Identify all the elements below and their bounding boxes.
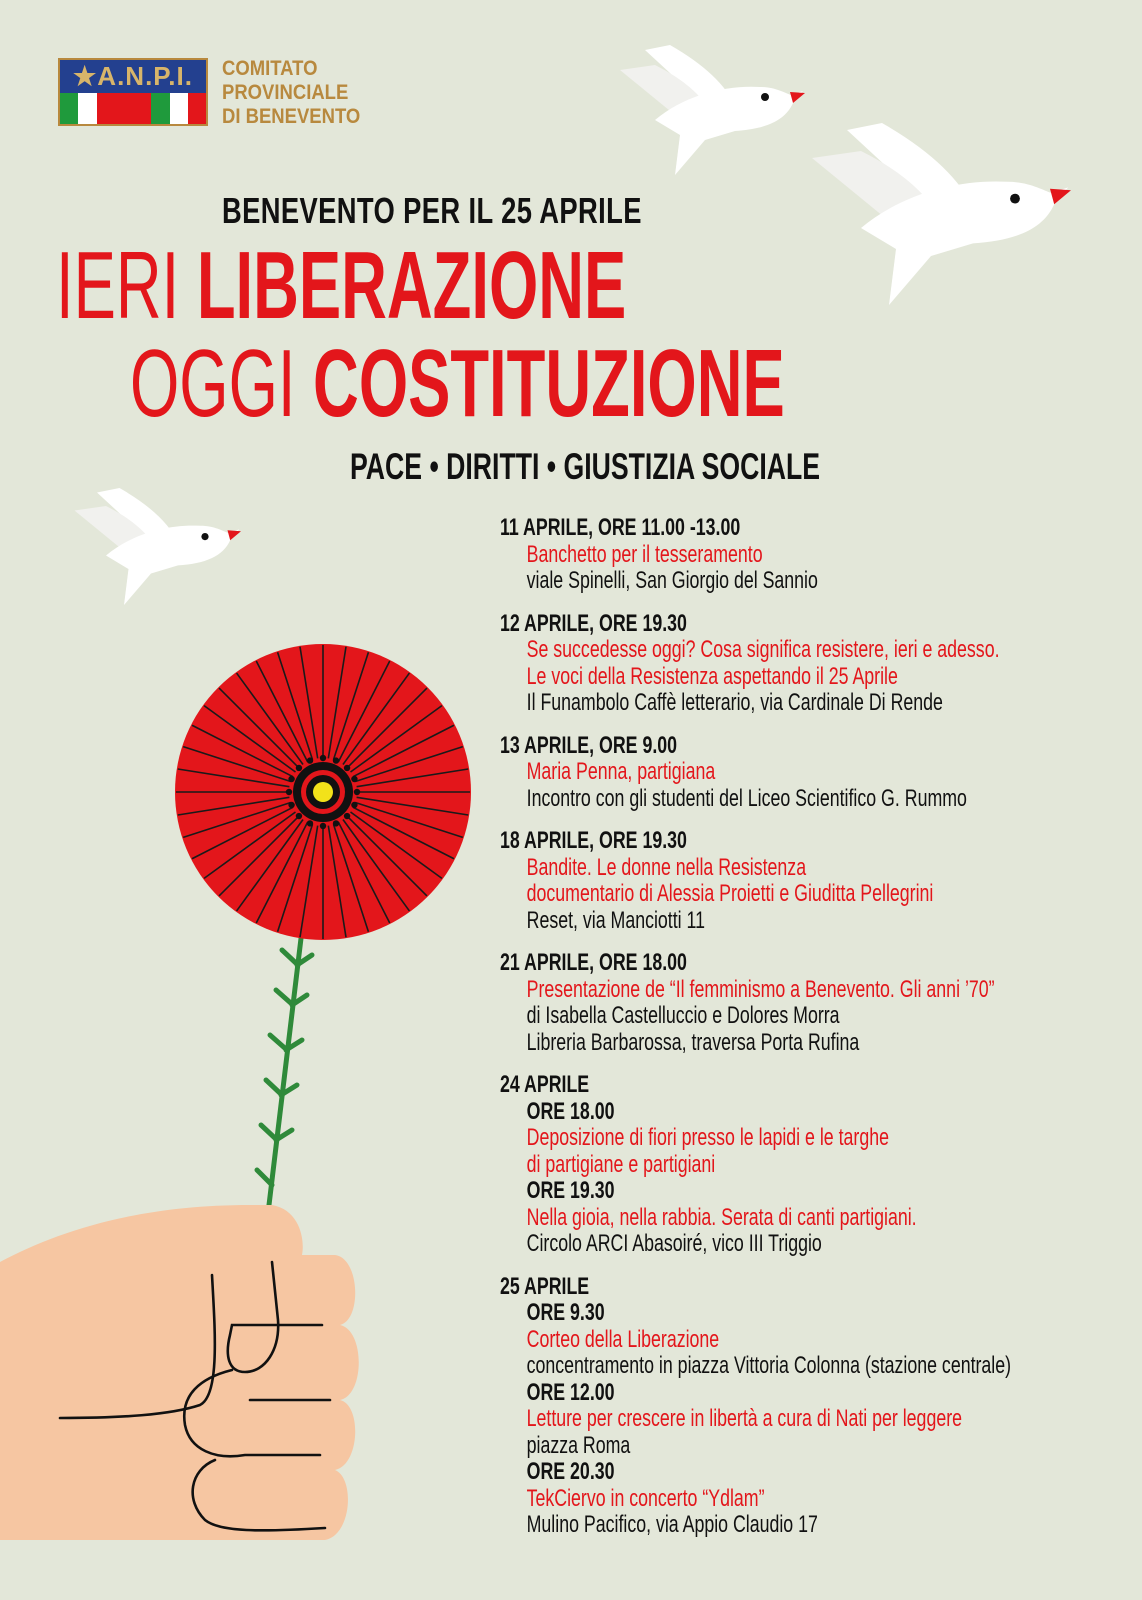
headline-thin: OGGI	[130, 330, 314, 437]
event-item	[500, 515, 1142, 595]
event-subtitle: BENEVENTO PER IL 25 APRILE	[222, 190, 642, 231]
event-date: 12 APRILE, ORE 19.30	[500, 609, 687, 637]
event-title: Corteo della Liberazione	[526, 1325, 720, 1353]
event-date: 25 APRILE	[500, 1272, 590, 1300]
event-time: ORE 12.00	[526, 1378, 615, 1406]
dove-icon	[75, 488, 242, 605]
flower-stem	[257, 930, 312, 1230]
event-detail: concentramento in piazza Vittoria Colonna (stazione centrale)	[526, 1352, 1012, 1379]
headline-bold: LIBERAZIONE	[196, 232, 627, 339]
event-item	[500, 733, 1142, 813]
event-item	[500, 1274, 1142, 1539]
flag-stripe	[115, 93, 133, 124]
event-date: 11 APRILE, ORE 11.00 -13.00	[500, 514, 741, 541]
committee-line: COMITATO	[222, 57, 318, 80]
event-detail: di Isabella Castelluccio e Dolores Morra	[526, 1002, 840, 1029]
event-date: 21 APRILE, ORE 18.00	[500, 949, 687, 976]
committee-line: DI BENEVENTO	[222, 105, 361, 128]
event-title: Presentazione de “Il femminismo a Benevento. Gli anni ’70”	[526, 975, 995, 1003]
headline-line-2	[130, 330, 785, 437]
flag-stripe	[60, 93, 78, 124]
event-time: ORE 19.30	[526, 1177, 615, 1204]
event-title: Letture per crescere in libertà a cura di Nati per leggere	[526, 1405, 962, 1432]
event-detail: Circolo ARCI Abasoiré, vico III Triggio	[526, 1230, 822, 1257]
event-title: Bandite. Le donne nella Resistenza	[526, 853, 807, 881]
event-title: di partigiane e partigiani	[526, 1150, 716, 1178]
event-detail: Mulino Pacifico, via Appio Claudio 17	[526, 1511, 818, 1538]
poppy-flower-icon	[175, 644, 471, 940]
event-title: Banchetto per il tesseramento	[526, 540, 763, 568]
event-detail: Libreria Barbarossa, traversa Porta Rufina	[526, 1028, 860, 1056]
committee-line: PROVINCIALE	[222, 81, 349, 104]
event-title: Deposizione di fiori presso le lapidi e le targhe	[526, 1124, 889, 1151]
flag-stripe	[133, 93, 151, 124]
flag-stripe	[170, 93, 188, 124]
headline-bold: COSTITUZIONE	[313, 330, 785, 437]
dove-icon	[620, 45, 805, 175]
event-title: Nella gioia, nella rabbia. Serata di canti partigiani.	[526, 1203, 917, 1231]
italian-flags	[60, 93, 206, 124]
dove-icon	[812, 123, 1071, 305]
event-item	[500, 1072, 1142, 1258]
anpi-logo-text: ★A.N.P.I.	[60, 60, 206, 93]
event-title: Maria Penna, partigiana	[526, 758, 716, 785]
flag-stripe	[78, 93, 96, 124]
event-title: documentario di Alessia Proietti e Giuditta Pellegrini	[526, 880, 934, 907]
event-title: TekCiervo in concerto “Ydlam”	[526, 1484, 765, 1512]
event-date: 18 APRILE, ORE 19.30	[500, 827, 687, 854]
event-detail: Reset, via Manciotti 11	[526, 906, 705, 934]
event-detail: piazza Roma	[526, 1431, 631, 1459]
event-time: ORE 9.30	[526, 1299, 605, 1326]
event-title: Le voci della Resistenza aspettando il 25 Aprile	[526, 662, 898, 690]
tagline: PACE • DIRITTI • GIUSTIZIA SOCIALE	[350, 446, 821, 487]
events-list	[500, 515, 1142, 1555]
event-item	[500, 950, 1142, 1056]
headline-line-1	[56, 232, 627, 339]
event-title: Se succedesse oggi? Cosa significa resistere, ieri e adesso.	[526, 636, 1000, 663]
flag-stripe	[188, 93, 206, 124]
event-date: 13 APRILE, ORE 9.00	[500, 731, 678, 759]
event-time: ORE 20.30	[526, 1458, 615, 1485]
anpi-logo	[58, 58, 208, 126]
fist-icon	[0, 1205, 359, 1540]
event-detail: viale Spinelli, San Giorgio del Sannio	[526, 567, 818, 594]
event-time: ORE 18.00	[526, 1097, 615, 1125]
event-date: 24 APRILE	[500, 1071, 590, 1098]
headline-thin: IERI	[56, 232, 197, 339]
event-item	[500, 828, 1142, 934]
flag-stripe	[151, 93, 169, 124]
flag-stripe	[97, 93, 115, 124]
event-detail: Incontro con gli studenti del Liceo Scientifico G. Rummo	[526, 784, 967, 812]
committee-name	[222, 57, 360, 129]
event-detail: Il Funambolo Caffè letterario, via Cardinale Di Rende	[526, 689, 943, 716]
event-item	[500, 611, 1142, 717]
